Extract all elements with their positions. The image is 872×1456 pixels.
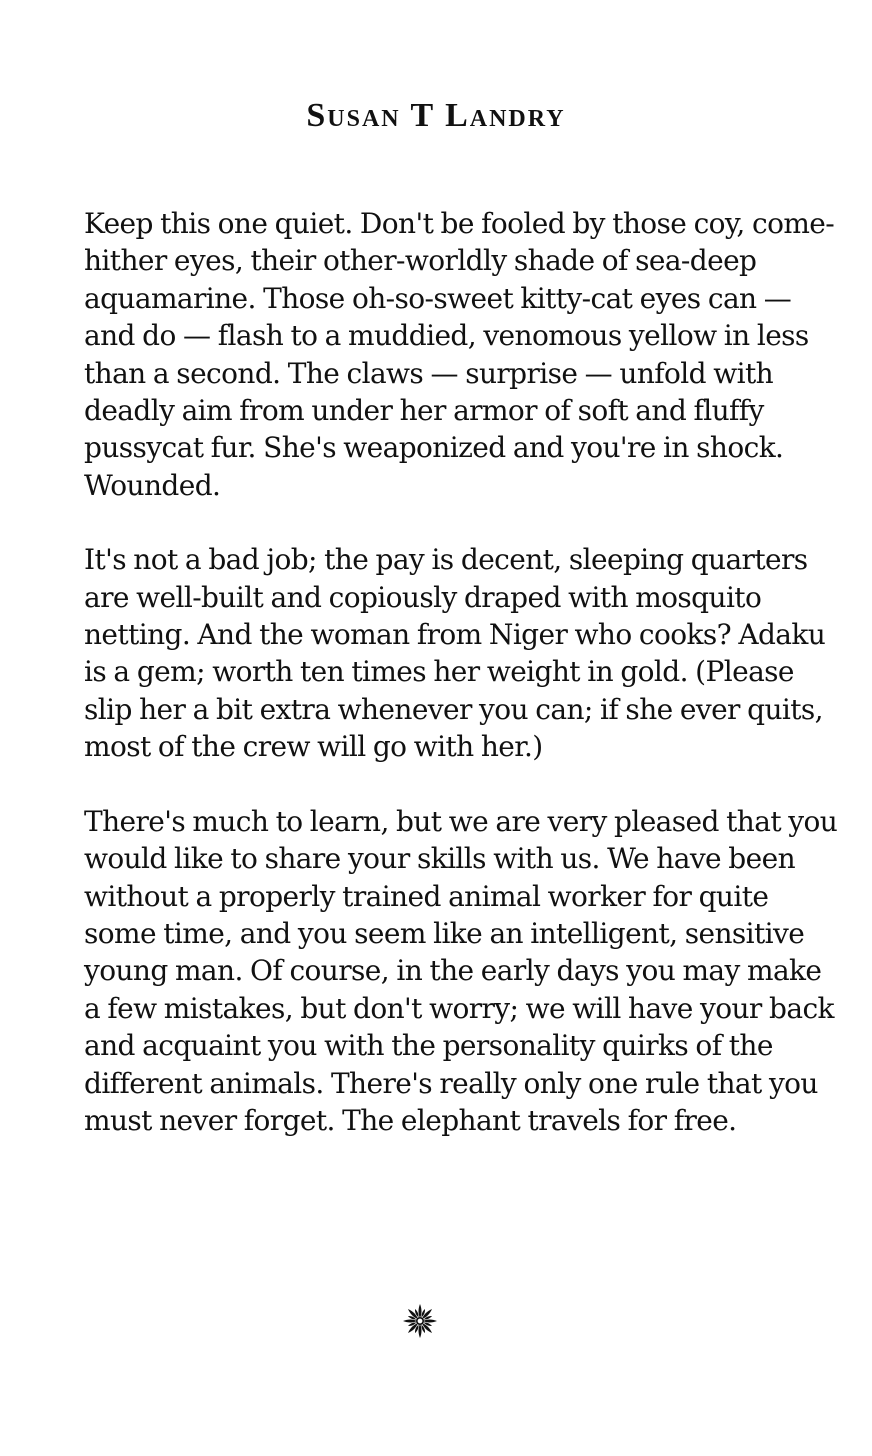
story-text bbox=[84, 205, 844, 1139]
flower-ornament-icon bbox=[400, 1301, 440, 1341]
author-heading: Susan T Landry bbox=[306, 97, 566, 134]
paragraph-3: There's much to learn, but we are very pleased that you would like to share your skills with us. We have been without a properly trained animal worker for quite some time, and you seem like an intelligent, sensitive young man. Of course, in the early days you may make a few mistakes, but don't worry; we will have your back and acquaint you with the personality quirks of the different animals. There's really only one rule that you must never forget. The elephant travels for free. bbox=[84, 804, 838, 1137]
paragraph-1: Keep this one quiet. Don't be fooled by those coy, come-hither eyes, their other-worldly shade of sea-deep aquamarine. Those oh-so-sweet kitty-cat eyes can — and do — flash to a muddied, venomous yellow in less than a second. The claws — surprise — unfold with deadly aim from under her armor of soft and fluffy pussycat fur. She's weaponized and you're in shock. Wounded. bbox=[84, 207, 835, 502]
paragraph-2: It's not a bad job; the pay is decent, sleeping quarters are well-built and copiously draped with mosquito netting. And the woman from Niger who cooks? Adaku is a gem; worth ten times her weight in gold. (Please slip her a bit extra whenever you can; if she ever quits, most of the crew will go with her.) bbox=[84, 543, 826, 764]
